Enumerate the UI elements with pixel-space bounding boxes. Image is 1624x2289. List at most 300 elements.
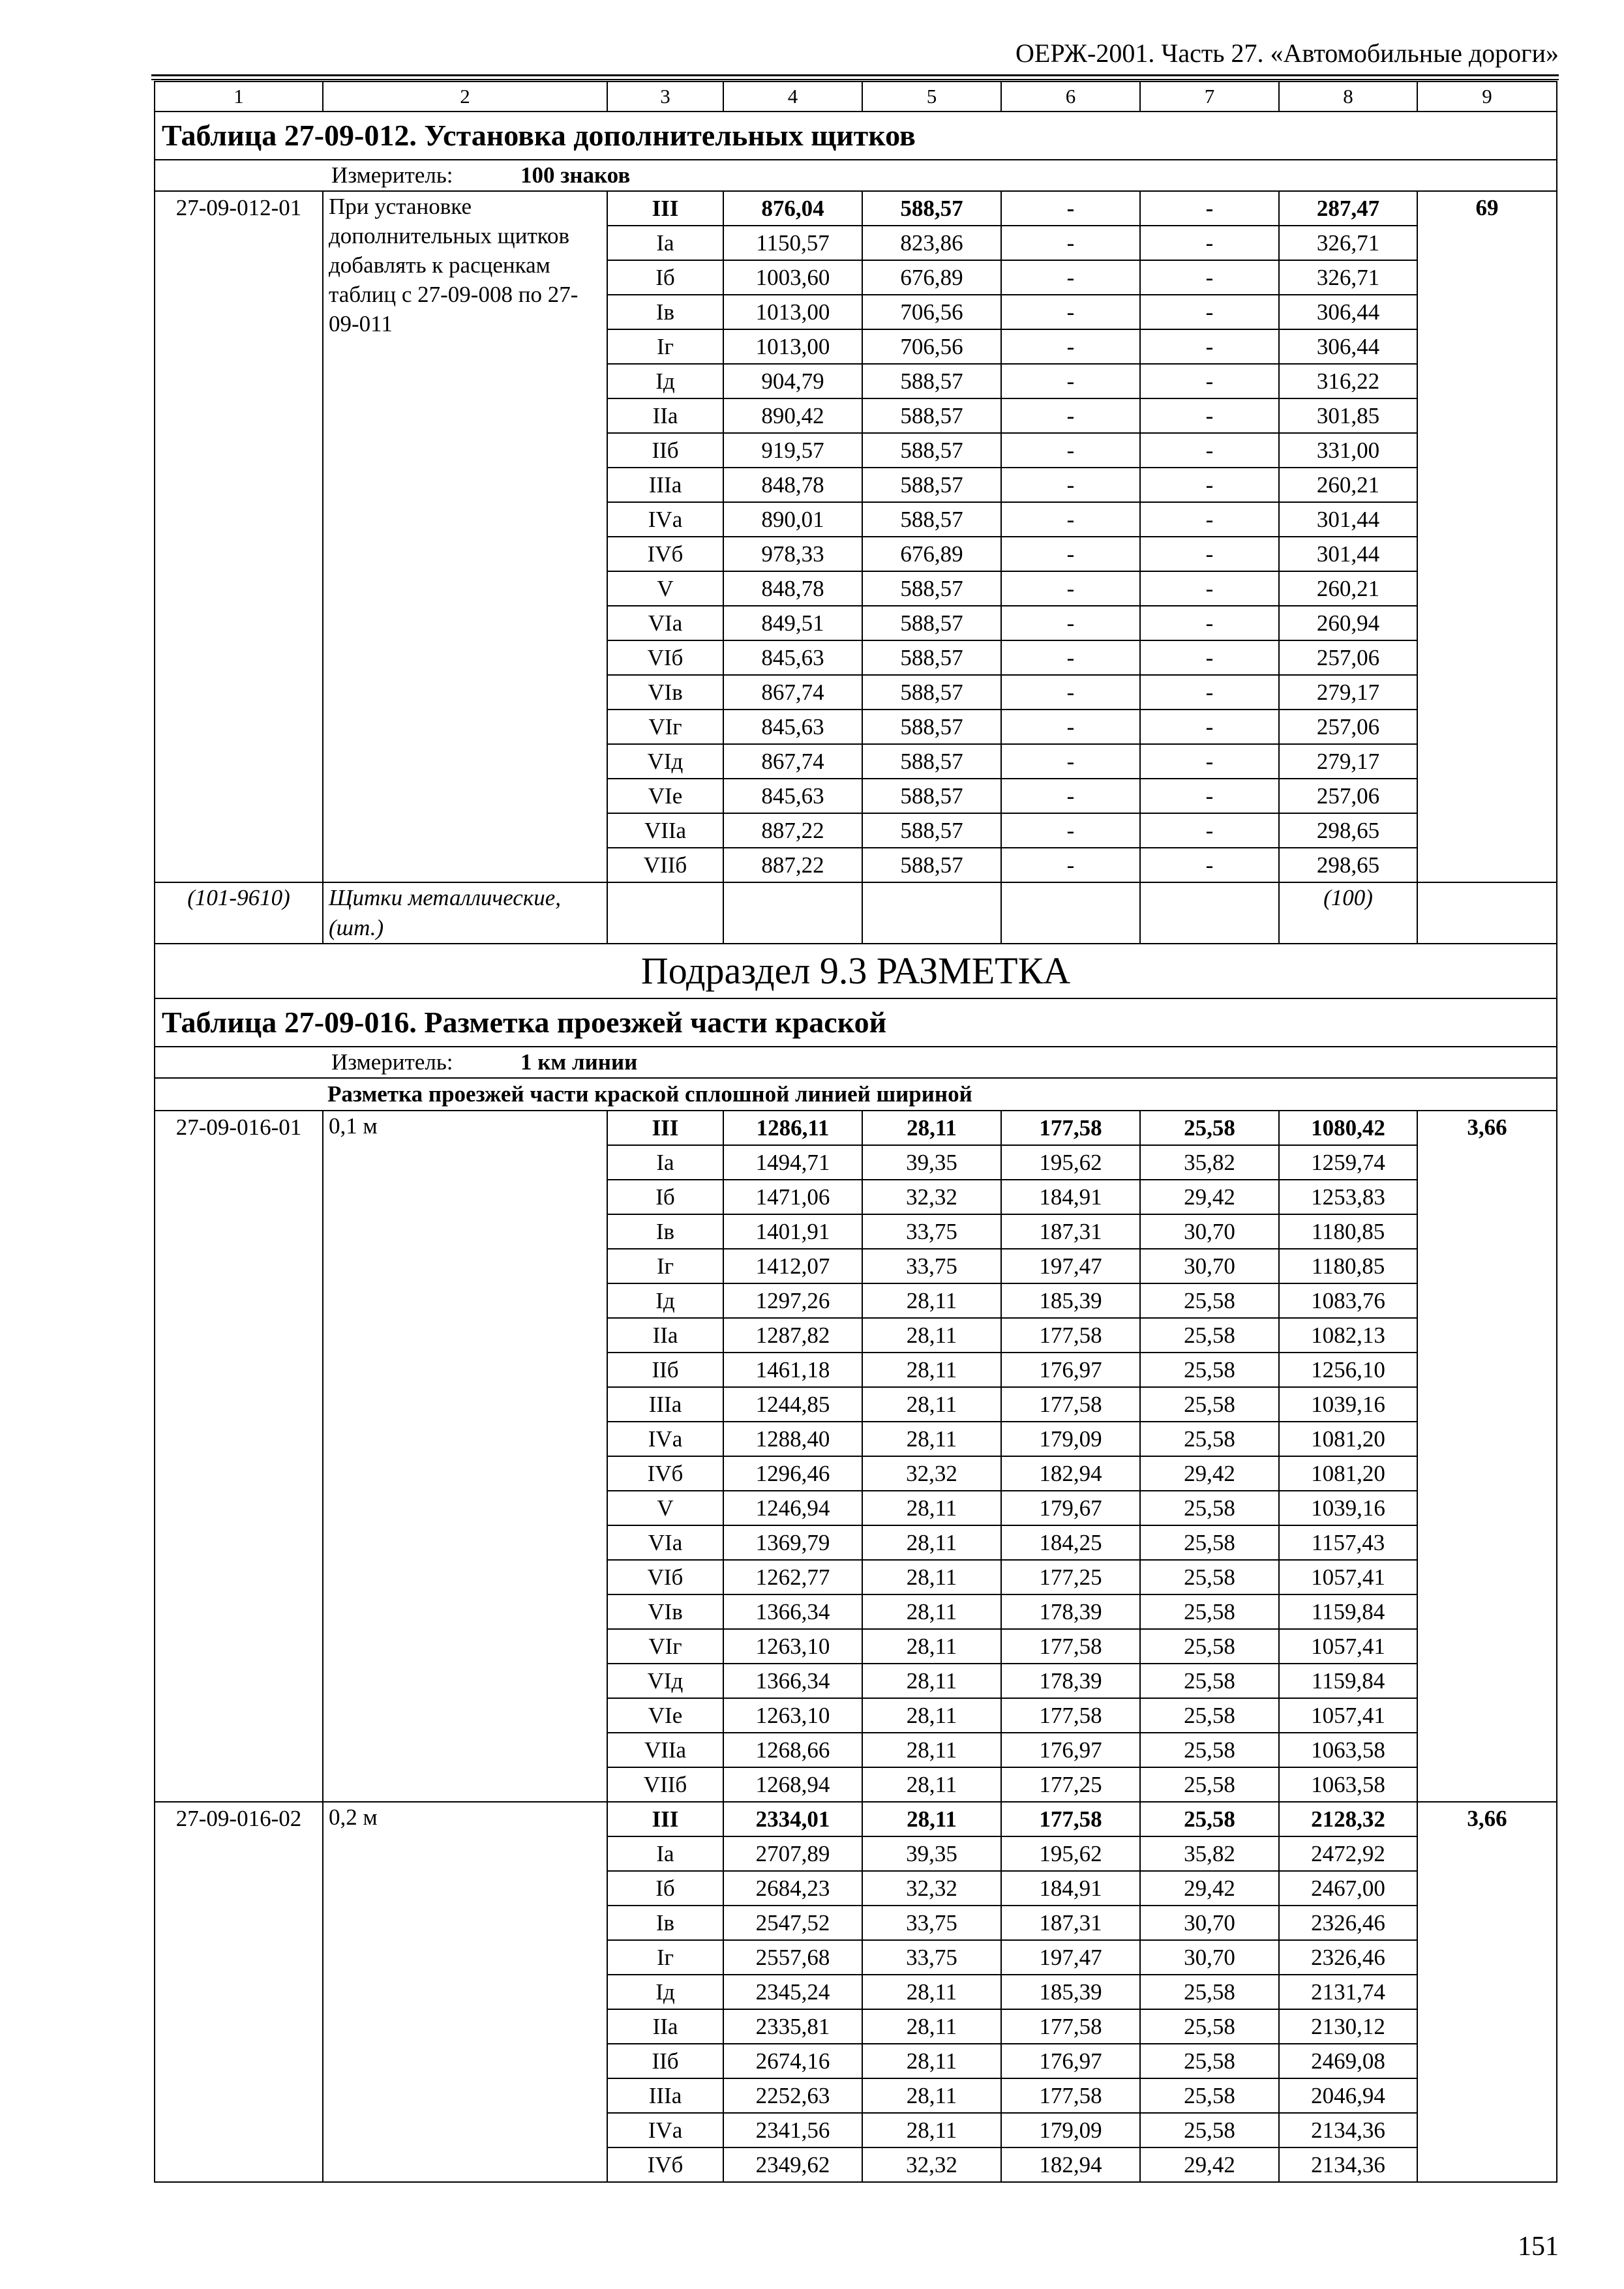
value-cell: 28,11 bbox=[862, 1387, 1001, 1422]
value-cell: 177,58 bbox=[1001, 1802, 1140, 1836]
value-cell: 184,91 bbox=[1001, 1180, 1140, 1214]
value-cell: 30,70 bbox=[1140, 1214, 1279, 1249]
col9-value: 3,66 bbox=[1417, 1802, 1557, 2182]
value-cell: 706,56 bbox=[862, 295, 1001, 329]
value-cell: 25,58 bbox=[1140, 1733, 1279, 1767]
zone-cell: Iа bbox=[607, 1836, 723, 1871]
value-cell: 588,57 bbox=[862, 640, 1001, 675]
table-unit bbox=[155, 160, 1557, 191]
value-cell: 1013,00 bbox=[723, 329, 862, 364]
header-rule-thin bbox=[151, 79, 1559, 80]
rate-code: 27-09-016-02 bbox=[155, 1802, 323, 2182]
value-cell: 316,22 bbox=[1279, 364, 1417, 398]
value-cell: 1471,06 bbox=[723, 1180, 862, 1214]
value-cell: 845,63 bbox=[723, 710, 862, 744]
subsection-row bbox=[155, 944, 1557, 998]
zone-cell: VIд bbox=[607, 1664, 723, 1698]
value-cell: - bbox=[1140, 813, 1279, 848]
value-cell: 29,42 bbox=[1140, 1871, 1279, 1906]
zone-cell: VIа bbox=[607, 1525, 723, 1560]
value-cell: 588,57 bbox=[862, 710, 1001, 744]
zone-cell: VIв bbox=[607, 675, 723, 710]
value-cell: 279,17 bbox=[1279, 675, 1417, 710]
value-cell: 29,42 bbox=[1140, 1180, 1279, 1214]
value-cell: 301,85 bbox=[1279, 398, 1417, 433]
zone-cell: V bbox=[607, 571, 723, 606]
value-cell: 2134,36 bbox=[1279, 2147, 1417, 2182]
value-cell: 306,44 bbox=[1279, 329, 1417, 364]
zone-cell: Iд bbox=[607, 1975, 723, 2009]
value-cell: 32,32 bbox=[862, 1180, 1001, 1214]
table-title-row bbox=[155, 998, 1557, 1047]
value-cell: 184,91 bbox=[1001, 1871, 1140, 1906]
col9-value: 3,66 bbox=[1417, 1111, 1557, 1802]
value-cell: 1268,66 bbox=[723, 1733, 862, 1767]
value-cell: 28,11 bbox=[862, 1318, 1001, 1353]
zone-cell: VIб bbox=[607, 640, 723, 675]
value-cell: 301,44 bbox=[1279, 502, 1417, 537]
value-cell: 25,58 bbox=[1140, 1560, 1279, 1594]
material-quantity: (100) bbox=[1279, 882, 1417, 944]
table-row bbox=[155, 1802, 1557, 1836]
zone-cell: IVб bbox=[607, 1456, 723, 1491]
value-cell: - bbox=[1140, 468, 1279, 502]
value-cell: 1297,26 bbox=[723, 1283, 862, 1318]
value-cell: 187,31 bbox=[1001, 1906, 1140, 1940]
value-cell: 588,57 bbox=[862, 191, 1001, 226]
zone-cell: Iд bbox=[607, 1283, 723, 1318]
value-cell: 287,47 bbox=[1279, 191, 1417, 226]
value-cell: 876,04 bbox=[723, 191, 862, 226]
zone-cell: IVб bbox=[607, 2147, 723, 2182]
value-cell: 919,57 bbox=[723, 433, 862, 468]
value-cell: 331,00 bbox=[1279, 433, 1417, 468]
value-cell: 25,58 bbox=[1140, 2044, 1279, 2078]
rate-description: 0,2 м bbox=[323, 1802, 607, 2182]
value-cell: 178,39 bbox=[1001, 1664, 1140, 1698]
value-cell: - bbox=[1001, 295, 1140, 329]
subsection-heading bbox=[155, 944, 1557, 998]
value-cell: 197,47 bbox=[1001, 1940, 1140, 1975]
value-cell: 845,63 bbox=[723, 779, 862, 813]
value-cell: - bbox=[1001, 606, 1140, 640]
value-cell: 25,58 bbox=[1140, 1594, 1279, 1629]
value-cell: 1369,79 bbox=[723, 1525, 862, 1560]
empty-cell bbox=[1001, 882, 1140, 944]
table-title: Таблица 27-09-016. Разметка проезжей части краской bbox=[155, 998, 1557, 1047]
value-cell: 1063,58 bbox=[1279, 1733, 1417, 1767]
empty-cell bbox=[1140, 882, 1279, 944]
value-cell: 2252,63 bbox=[723, 2078, 862, 2113]
value-cell: 28,11 bbox=[862, 1767, 1001, 1802]
value-cell: - bbox=[1140, 226, 1279, 260]
value-cell: 30,70 bbox=[1140, 1940, 1279, 1975]
zone-cell: VIг bbox=[607, 710, 723, 744]
value-cell: 39,35 bbox=[862, 1145, 1001, 1180]
value-cell: 326,71 bbox=[1279, 226, 1417, 260]
value-cell: 1057,41 bbox=[1279, 1629, 1417, 1664]
zone-cell: IIб bbox=[607, 433, 723, 468]
value-cell: 1412,07 bbox=[723, 1249, 862, 1283]
value-cell: - bbox=[1140, 571, 1279, 606]
value-cell: 2674,16 bbox=[723, 2044, 862, 2078]
zone-cell: IIа bbox=[607, 1318, 723, 1353]
header-rule bbox=[151, 74, 1559, 76]
value-cell: 176,97 bbox=[1001, 1733, 1140, 1767]
value-cell: 28,11 bbox=[862, 1664, 1001, 1698]
col-num: 4 bbox=[723, 82, 862, 112]
value-cell: - bbox=[1001, 468, 1140, 502]
value-cell: - bbox=[1140, 640, 1279, 675]
value-cell: 1262,77 bbox=[723, 1560, 862, 1594]
value-cell: 2046,94 bbox=[1279, 2078, 1417, 2113]
zone-cell: IIа bbox=[607, 398, 723, 433]
value-cell: 848,78 bbox=[723, 571, 862, 606]
value-cell: 28,11 bbox=[862, 1802, 1001, 1836]
value-cell: 1401,91 bbox=[723, 1214, 862, 1249]
value-cell: - bbox=[1140, 744, 1279, 779]
value-cell: 2345,24 bbox=[723, 1975, 862, 2009]
value-cell: 2684,23 bbox=[723, 1871, 862, 1906]
value-cell: - bbox=[1001, 640, 1140, 675]
value-cell: 33,75 bbox=[862, 1214, 1001, 1249]
value-cell: 28,11 bbox=[862, 2009, 1001, 2044]
value-cell: 260,21 bbox=[1279, 571, 1417, 606]
value-cell: 1082,13 bbox=[1279, 1318, 1417, 1353]
value-cell: 588,57 bbox=[862, 675, 1001, 710]
value-cell: - bbox=[1001, 260, 1140, 295]
zone-cell: VIIа bbox=[607, 813, 723, 848]
value-cell: - bbox=[1001, 744, 1140, 779]
rate-code: 27-09-016-01 bbox=[155, 1111, 323, 1802]
value-cell: 706,56 bbox=[862, 329, 1001, 364]
zone-cell: VIб bbox=[607, 1560, 723, 1594]
zone-cell: V bbox=[607, 1491, 723, 1525]
value-cell: - bbox=[1001, 779, 1140, 813]
column-number-row bbox=[155, 82, 1557, 112]
value-cell: 2467,00 bbox=[1279, 1871, 1417, 1906]
col-num: 9 bbox=[1417, 82, 1557, 112]
value-cell: 1287,82 bbox=[723, 1318, 862, 1353]
value-cell: 25,58 bbox=[1140, 1353, 1279, 1387]
value-cell: 1286,11 bbox=[723, 1111, 862, 1145]
value-cell: 32,32 bbox=[862, 2147, 1001, 2182]
value-cell: - bbox=[1001, 848, 1140, 882]
value-cell: 1256,10 bbox=[1279, 1353, 1417, 1387]
value-cell: 1296,46 bbox=[723, 1456, 862, 1491]
value-cell: 2341,56 bbox=[723, 2113, 862, 2147]
value-cell: 2557,68 bbox=[723, 1940, 862, 1975]
material-description: Щитки металлические, (шт.) bbox=[323, 882, 607, 944]
value-cell: 177,58 bbox=[1001, 1318, 1140, 1353]
table-unit bbox=[155, 1047, 1557, 1078]
col9-value: 69 bbox=[1417, 191, 1557, 882]
value-cell: 260,21 bbox=[1279, 468, 1417, 502]
value-cell: 28,11 bbox=[862, 1353, 1001, 1387]
value-cell: 25,58 bbox=[1140, 1975, 1279, 2009]
value-cell: 588,57 bbox=[862, 779, 1001, 813]
value-cell: 177,58 bbox=[1001, 1111, 1140, 1145]
unit-label: Измеритель: bbox=[331, 162, 453, 188]
zone-cell: VIе bbox=[607, 1698, 723, 1733]
table-subheading: Разметка проезжей части краской сплошной линией шириной bbox=[155, 1078, 1557, 1111]
value-cell: 28,11 bbox=[862, 1283, 1001, 1318]
value-cell: 890,01 bbox=[723, 502, 862, 537]
material-code: (101-9610) bbox=[155, 882, 323, 944]
value-cell: 32,32 bbox=[862, 1871, 1001, 1906]
value-cell: 25,58 bbox=[1140, 1767, 1279, 1802]
value-cell: 179,09 bbox=[1001, 1422, 1140, 1456]
value-cell: 178,39 bbox=[1001, 1594, 1140, 1629]
value-cell: 177,58 bbox=[1001, 2078, 1140, 2113]
value-cell: 1063,58 bbox=[1279, 1767, 1417, 1802]
value-cell: 1159,84 bbox=[1279, 1594, 1417, 1629]
value-cell: 179,09 bbox=[1001, 2113, 1140, 2147]
value-cell: 2128,32 bbox=[1279, 1802, 1417, 1836]
value-cell: 185,39 bbox=[1001, 1283, 1140, 1318]
zone-cell: Iг bbox=[607, 329, 723, 364]
rate-description: При установке дополнительных щитков добавлять к расценкам таблиц с 27-09-008 по 27-09-011 bbox=[323, 191, 607, 882]
value-cell: 676,89 bbox=[862, 260, 1001, 295]
value-cell: 33,75 bbox=[862, 1906, 1001, 1940]
material-row bbox=[155, 882, 1557, 944]
value-cell: 588,57 bbox=[862, 606, 1001, 640]
value-cell: 28,11 bbox=[862, 1629, 1001, 1664]
value-cell: 25,58 bbox=[1140, 1422, 1279, 1456]
value-cell: 2547,52 bbox=[723, 1906, 862, 1940]
value-cell: 2334,01 bbox=[723, 1802, 862, 1836]
zone-cell: Iв bbox=[607, 295, 723, 329]
value-cell: 25,58 bbox=[1140, 1525, 1279, 1560]
value-cell: - bbox=[1001, 364, 1140, 398]
value-cell: - bbox=[1001, 191, 1140, 226]
value-cell: 1150,57 bbox=[723, 226, 862, 260]
value-cell: 1057,41 bbox=[1279, 1560, 1417, 1594]
value-cell: 867,74 bbox=[723, 744, 862, 779]
value-cell: 179,67 bbox=[1001, 1491, 1140, 1525]
value-cell: - bbox=[1001, 813, 1140, 848]
value-cell: 2130,12 bbox=[1279, 2009, 1417, 2044]
value-cell: 298,65 bbox=[1279, 813, 1417, 848]
value-cell: 1263,10 bbox=[723, 1698, 862, 1733]
value-cell: 279,17 bbox=[1279, 744, 1417, 779]
value-cell: - bbox=[1140, 329, 1279, 364]
value-cell: 588,57 bbox=[862, 848, 1001, 882]
zone-cell: IVа bbox=[607, 1422, 723, 1456]
value-cell: 2707,89 bbox=[723, 1836, 862, 1871]
value-cell: 257,06 bbox=[1279, 640, 1417, 675]
value-cell: 195,62 bbox=[1001, 1836, 1140, 1871]
value-cell: 1080,42 bbox=[1279, 1111, 1417, 1145]
value-cell: 33,75 bbox=[862, 1940, 1001, 1975]
value-cell: 39,35 bbox=[862, 1836, 1001, 1871]
value-cell: 1288,40 bbox=[723, 1422, 862, 1456]
value-cell: 28,11 bbox=[862, 1111, 1001, 1145]
zone-cell: Iг bbox=[607, 1249, 723, 1283]
table-row bbox=[155, 191, 1557, 226]
value-cell: 25,58 bbox=[1140, 2009, 1279, 2044]
value-cell: - bbox=[1001, 675, 1140, 710]
subheading-row bbox=[155, 1078, 1557, 1111]
value-cell: 588,57 bbox=[862, 398, 1001, 433]
value-cell: 25,58 bbox=[1140, 1698, 1279, 1733]
empty-cell bbox=[862, 882, 1001, 944]
value-cell: 185,39 bbox=[1001, 1975, 1140, 2009]
zone-cell: Iд bbox=[607, 364, 723, 398]
zone-cell: IIа bbox=[607, 2009, 723, 2044]
value-cell: 25,58 bbox=[1140, 1664, 1279, 1698]
value-cell: - bbox=[1140, 502, 1279, 537]
value-cell: 848,78 bbox=[723, 468, 862, 502]
value-cell: 1057,41 bbox=[1279, 1698, 1417, 1733]
value-cell: 30,70 bbox=[1140, 1249, 1279, 1283]
zone-cell: VIг bbox=[607, 1629, 723, 1664]
value-cell: 849,51 bbox=[723, 606, 862, 640]
value-cell: 2134,36 bbox=[1279, 2113, 1417, 2147]
value-cell: 1039,16 bbox=[1279, 1387, 1417, 1422]
value-cell: 1461,18 bbox=[723, 1353, 862, 1387]
value-cell: 25,58 bbox=[1140, 2113, 1279, 2147]
value-cell: 1159,84 bbox=[1279, 1664, 1417, 1698]
zone-cell: Iб bbox=[607, 1180, 723, 1214]
value-cell: 28,11 bbox=[862, 1560, 1001, 1594]
value-cell: 588,57 bbox=[862, 813, 1001, 848]
value-cell: - bbox=[1001, 226, 1140, 260]
value-cell: - bbox=[1001, 571, 1140, 606]
zone-cell: IVб bbox=[607, 537, 723, 571]
value-cell: - bbox=[1001, 398, 1140, 433]
value-cell: 887,22 bbox=[723, 848, 862, 882]
table-unit-row bbox=[155, 1047, 1557, 1078]
value-cell: 890,42 bbox=[723, 398, 862, 433]
table-row bbox=[155, 1111, 1557, 1145]
value-cell: - bbox=[1140, 398, 1279, 433]
value-cell: 182,94 bbox=[1001, 1456, 1140, 1491]
zone-cell: VIв bbox=[607, 1594, 723, 1629]
unit-label: Измеритель: bbox=[331, 1049, 453, 1075]
value-cell: 25,58 bbox=[1140, 1318, 1279, 1353]
value-cell: 187,31 bbox=[1001, 1214, 1140, 1249]
zone-cell: IIIа bbox=[607, 1387, 723, 1422]
value-cell: - bbox=[1140, 364, 1279, 398]
value-cell: 904,79 bbox=[723, 364, 862, 398]
value-cell: 176,97 bbox=[1001, 2044, 1140, 2078]
value-cell: 1268,94 bbox=[723, 1767, 862, 1802]
value-cell: 1081,20 bbox=[1279, 1456, 1417, 1491]
zone-cell: IIIа bbox=[607, 468, 723, 502]
value-cell: 1366,34 bbox=[723, 1664, 862, 1698]
value-cell: 177,25 bbox=[1001, 1767, 1140, 1802]
col-num: 1 bbox=[155, 82, 323, 112]
value-cell: 28,11 bbox=[862, 1594, 1001, 1629]
zone-cell: III bbox=[607, 1111, 723, 1145]
col-num: 7 bbox=[1140, 82, 1279, 112]
zone-cell: Iа bbox=[607, 226, 723, 260]
value-cell: 1259,74 bbox=[1279, 1145, 1417, 1180]
empty-cell bbox=[1417, 882, 1557, 944]
value-cell: 28,11 bbox=[862, 1422, 1001, 1456]
value-cell: 1180,85 bbox=[1279, 1249, 1417, 1283]
value-cell: 28,11 bbox=[862, 2044, 1001, 2078]
value-cell: 197,47 bbox=[1001, 1249, 1140, 1283]
value-cell: 1366,34 bbox=[723, 1594, 862, 1629]
value-cell: 326,71 bbox=[1279, 260, 1417, 295]
value-cell: - bbox=[1140, 433, 1279, 468]
value-cell: 588,57 bbox=[862, 571, 1001, 606]
value-cell: - bbox=[1140, 537, 1279, 571]
value-cell: 35,82 bbox=[1140, 1836, 1279, 1871]
value-cell: 306,44 bbox=[1279, 295, 1417, 329]
value-cell: - bbox=[1140, 848, 1279, 882]
table-title: Таблица 27-09-012. Установка дополнительных щитков bbox=[155, 112, 1557, 160]
zone-cell: IVа bbox=[607, 502, 723, 537]
value-cell: 588,57 bbox=[862, 502, 1001, 537]
rate-code: 27-09-012-01 bbox=[155, 191, 323, 882]
subsection-prefix: Подраздел 9.3 bbox=[640, 950, 867, 992]
value-cell: 2469,08 bbox=[1279, 2044, 1417, 2078]
value-cell: 588,57 bbox=[862, 364, 1001, 398]
value-cell: 25,58 bbox=[1140, 1387, 1279, 1422]
value-cell: 184,25 bbox=[1001, 1525, 1140, 1560]
value-cell: 1083,76 bbox=[1279, 1283, 1417, 1318]
value-cell: 25,58 bbox=[1140, 1283, 1279, 1318]
value-cell: 257,06 bbox=[1279, 710, 1417, 744]
value-cell: 35,82 bbox=[1140, 1145, 1279, 1180]
page-number: 151 bbox=[1518, 2232, 1559, 2262]
value-cell: 177,58 bbox=[1001, 1698, 1140, 1733]
value-cell: - bbox=[1001, 433, 1140, 468]
zone-cell: III bbox=[607, 191, 723, 226]
value-cell: - bbox=[1140, 606, 1279, 640]
subsection-name: РАЗМЕТКА bbox=[876, 950, 1071, 992]
zone-cell: Iа bbox=[607, 1145, 723, 1180]
value-cell: 28,11 bbox=[862, 2078, 1001, 2113]
value-cell: 25,58 bbox=[1140, 2078, 1279, 2113]
value-cell: - bbox=[1140, 710, 1279, 744]
zone-cell: IIIа bbox=[607, 2078, 723, 2113]
value-cell: 1244,85 bbox=[723, 1387, 862, 1422]
value-cell: 25,58 bbox=[1140, 1491, 1279, 1525]
value-cell: 1003,60 bbox=[723, 260, 862, 295]
value-cell: 887,22 bbox=[723, 813, 862, 848]
zone-cell: Iв bbox=[607, 1906, 723, 1940]
value-cell: 1013,00 bbox=[723, 295, 862, 329]
value-cell: 257,06 bbox=[1279, 779, 1417, 813]
value-cell: 29,42 bbox=[1140, 1456, 1279, 1491]
value-cell: 2472,92 bbox=[1279, 1836, 1417, 1871]
value-cell: - bbox=[1001, 329, 1140, 364]
value-cell: 2131,74 bbox=[1279, 1975, 1417, 2009]
zone-cell: VIе bbox=[607, 779, 723, 813]
zone-cell: IIб bbox=[607, 1353, 723, 1387]
value-cell: 588,57 bbox=[862, 433, 1001, 468]
value-cell: - bbox=[1001, 502, 1140, 537]
value-cell: 1180,85 bbox=[1279, 1214, 1417, 1249]
col-num: 5 bbox=[862, 82, 1001, 112]
value-cell: 588,57 bbox=[862, 744, 1001, 779]
value-cell: 1246,94 bbox=[723, 1491, 862, 1525]
value-cell: - bbox=[1140, 260, 1279, 295]
value-cell: 1081,20 bbox=[1279, 1422, 1417, 1456]
value-cell: 182,94 bbox=[1001, 2147, 1140, 2182]
value-cell: 2349,62 bbox=[723, 2147, 862, 2182]
value-cell: - bbox=[1140, 191, 1279, 226]
zone-cell: III bbox=[607, 1802, 723, 1836]
zone-cell: VIа bbox=[607, 606, 723, 640]
unit-value: 1 км линии bbox=[520, 1049, 638, 1075]
value-cell: 2326,46 bbox=[1279, 1940, 1417, 1975]
value-cell: - bbox=[1001, 537, 1140, 571]
